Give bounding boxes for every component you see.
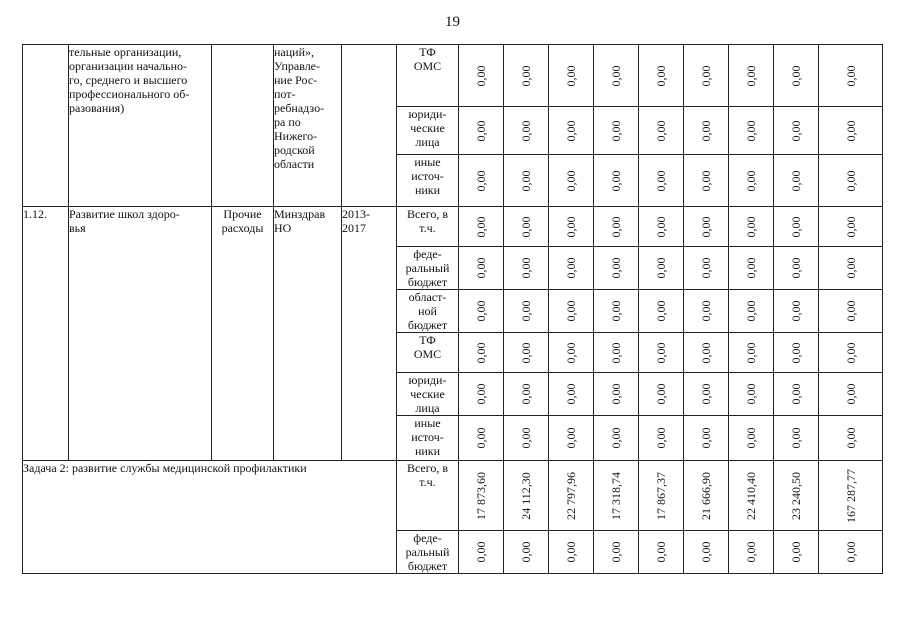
value-text: 0,00: [789, 257, 803, 279]
value-cell: [729, 531, 774, 574]
value-text: 0,00: [474, 383, 488, 405]
value-cell: [504, 333, 549, 373]
value-cell: [549, 531, 594, 574]
value-text: 0,00: [654, 300, 668, 322]
value-cell: [819, 461, 883, 531]
value-text: 0,00: [519, 427, 533, 449]
cell-line: разования): [69, 101, 125, 115]
value-text: 0,00: [843, 257, 858, 279]
value-text: 0,00: [564, 120, 578, 141]
value-cell: [459, 416, 504, 461]
value-text: 0,00: [609, 300, 623, 322]
value-cell: [774, 45, 819, 107]
funding-source: [397, 416, 459, 461]
cell-line: бюджет: [407, 559, 448, 573]
table-row: [23, 45, 883, 107]
value-cell: [639, 207, 684, 247]
value-cell: [819, 207, 883, 247]
value-text: 0,00: [843, 300, 858, 322]
value-cell: [504, 155, 549, 207]
value-text: 0,00: [789, 427, 803, 449]
cell-line: юриди-: [408, 107, 447, 121]
cell-line: 2017: [342, 221, 366, 235]
value-text: 0,00: [474, 216, 488, 237]
value-text: 21 666,90: [699, 471, 713, 520]
cell-line: области: [274, 157, 315, 171]
value-text: 0,00: [654, 65, 668, 86]
value-text: 0,00: [609, 383, 623, 405]
value-text: 0,00: [843, 170, 858, 191]
cell-line: Прочие: [223, 207, 262, 221]
cell-line: Управле-: [274, 59, 321, 73]
value-text: 0,00: [519, 170, 533, 191]
funding-source: [397, 107, 459, 155]
value-text: 0,00: [564, 342, 578, 363]
value-text: 0,00: [699, 257, 713, 279]
cell-line: НО: [274, 221, 292, 235]
measure-name: [69, 207, 212, 461]
measure-name: [69, 45, 212, 207]
cell-line: Всего, в: [406, 207, 449, 221]
funding-source: [397, 461, 459, 531]
value-cell: [549, 207, 594, 247]
cell-line: наций»,: [274, 45, 315, 59]
page-number: 19: [445, 14, 460, 30]
executor: [274, 207, 342, 461]
value-cell: [819, 416, 883, 461]
cell-line: Развитие школ здоро-: [69, 207, 180, 221]
cell-line: ребнадзо-: [274, 101, 325, 115]
cell-line: бюджет: [407, 275, 448, 289]
value-text: 0,00: [699, 300, 713, 322]
cell-line: иные: [414, 416, 441, 430]
item-number: [23, 207, 69, 461]
value-text: 0,00: [564, 300, 578, 322]
value-text: 0,00: [519, 342, 533, 363]
value-cell: [639, 416, 684, 461]
value-cell: [549, 373, 594, 416]
value-cell: [504, 416, 549, 461]
value-cell: [684, 416, 729, 461]
value-text: 0,00: [699, 216, 713, 237]
value-cell: [594, 373, 639, 416]
value-cell: [639, 247, 684, 290]
value-text: 0,00: [789, 216, 803, 237]
value-cell: [774, 107, 819, 155]
value-text: 0,00: [744, 65, 758, 86]
value-cell: [774, 207, 819, 247]
value-cell: [684, 333, 729, 373]
value-text: 0,00: [699, 170, 713, 191]
value-text: 0,00: [843, 383, 858, 405]
cell-line: лица: [415, 135, 440, 149]
value-cell: [594, 155, 639, 207]
value-cell: [819, 290, 883, 333]
value-text: 0,00: [789, 300, 803, 322]
value-cell: [729, 247, 774, 290]
value-cell: [729, 461, 774, 531]
value-text: 0,00: [744, 257, 758, 279]
value-text: 17 867,37: [654, 471, 668, 520]
value-cell: [684, 290, 729, 333]
value-text: 0,00: [744, 216, 758, 237]
value-text: 0,00: [744, 383, 758, 405]
row-number-cell: [23, 45, 69, 207]
period-cell: [342, 45, 397, 207]
value-text: 0,00: [474, 342, 488, 363]
value-cell: [819, 155, 883, 207]
cell-line: вья: [69, 221, 86, 235]
value-text: 0,00: [564, 383, 578, 405]
cell-line: лица: [415, 401, 440, 415]
cell-line: ческие: [410, 387, 445, 401]
cell-line: ной: [418, 304, 437, 318]
value-text: 0,00: [744, 120, 758, 141]
cell-line: источ-: [411, 430, 444, 444]
cell-line: Минздрав: [274, 207, 326, 221]
value-text: 0,00: [744, 300, 758, 322]
cell-line: т.ч.: [419, 221, 436, 235]
cell-line: 2013-: [342, 207, 370, 221]
table-row: [23, 207, 883, 247]
value-cell: [774, 461, 819, 531]
value-text: 0,00: [789, 65, 803, 86]
value-cell: [639, 45, 684, 107]
value-text: 0,00: [789, 120, 803, 141]
value-cell: [504, 373, 549, 416]
value-text: 0,00: [699, 65, 713, 86]
cell-line: ТФ: [419, 45, 436, 59]
value-cell: [684, 207, 729, 247]
value-cell: [729, 107, 774, 155]
value-text: 0,00: [699, 427, 713, 449]
value-cell: [774, 290, 819, 333]
value-text: 0,00: [654, 120, 668, 141]
value-text: 0,00: [564, 257, 578, 279]
value-text: 0,00: [609, 427, 623, 449]
funding-source: [397, 207, 459, 247]
value-cell: [639, 107, 684, 155]
value-cell: [594, 333, 639, 373]
value-cell: [684, 373, 729, 416]
value-cell: [684, 461, 729, 531]
cell-line: юриди-: [408, 373, 447, 387]
value-cell: [729, 45, 774, 107]
value-cell: [459, 290, 504, 333]
cell-line: ра по: [274, 115, 301, 129]
value-cell: [594, 107, 639, 155]
funding-source: [397, 247, 459, 290]
value-cell: [729, 333, 774, 373]
value-cell: [459, 461, 504, 531]
cell-line: иные: [414, 155, 441, 169]
value-text: 0,00: [654, 257, 668, 279]
cell-line: феде-: [413, 247, 442, 261]
cell-line: пот-: [274, 87, 296, 101]
value-cell: [819, 531, 883, 574]
item-number-text: 1.12.: [23, 207, 47, 221]
value-text: 22 797,96: [564, 471, 578, 520]
value-text: 22 410,40: [744, 471, 758, 520]
value-cell: [684, 247, 729, 290]
cell-line: тельные организации,: [69, 45, 182, 59]
value-cell: [774, 416, 819, 461]
executor: [274, 45, 342, 207]
value-cell: [729, 207, 774, 247]
value-text: 0,00: [609, 342, 623, 363]
value-cell: [639, 155, 684, 207]
value-text: 24 112,30: [519, 471, 533, 520]
funding-source: [397, 155, 459, 207]
value-text: 0,00: [843, 216, 858, 237]
cell-line: ческие: [410, 121, 445, 135]
cell-line: област-: [408, 290, 447, 304]
cell-line: источ-: [411, 169, 444, 183]
cell-line: Нижего-: [274, 129, 318, 143]
task-title: Задача 2: развитие службы медицинской профилактики: [23, 461, 397, 574]
value-text: 0,00: [519, 541, 533, 563]
value-cell: [774, 333, 819, 373]
value-text: 0,00: [519, 120, 533, 141]
value-text: 0,00: [474, 257, 488, 279]
cell-line: организации начально-: [69, 59, 188, 73]
funding-source: [397, 333, 459, 373]
value-text: 0,00: [564, 65, 578, 86]
value-cell: [504, 461, 549, 531]
value-cell: [639, 373, 684, 416]
value-text: 0,00: [564, 170, 578, 191]
value-cell: [549, 333, 594, 373]
cell-line: ральный: [405, 261, 450, 275]
cell-line: ники: [414, 444, 441, 458]
value-text: 0,00: [564, 216, 578, 237]
value-text: 0,00: [843, 65, 858, 86]
value-text: 0,00: [474, 120, 488, 141]
value-cell: [549, 290, 594, 333]
value-text: 0,00: [519, 300, 533, 322]
cell-line: феде-: [413, 531, 442, 545]
value-text: 0,00: [609, 65, 623, 86]
value-cell: [594, 416, 639, 461]
value-cell: [774, 531, 819, 574]
value-text: 17 873,60: [474, 471, 488, 520]
value-cell: [459, 155, 504, 207]
cell-line: т.ч.: [419, 475, 436, 489]
value-text: 0,00: [519, 257, 533, 279]
value-cell: [729, 290, 774, 333]
value-text: 0,00: [474, 170, 488, 191]
value-cell: [549, 461, 594, 531]
value-text: 0,00: [699, 342, 713, 363]
value-cell: [594, 531, 639, 574]
cell-line: бюджет: [407, 318, 448, 332]
value-cell: [459, 247, 504, 290]
value-text: 0,00: [519, 383, 533, 405]
value-text: 0,00: [519, 216, 533, 237]
value-text: 0,00: [609, 257, 623, 279]
value-cell: [459, 207, 504, 247]
value-cell: [594, 247, 639, 290]
table-body: [23, 45, 883, 574]
value-text: 0,00: [744, 170, 758, 191]
value-cell: [819, 333, 883, 373]
value-text: 0,00: [744, 541, 758, 563]
value-cell: [504, 207, 549, 247]
value-cell: [549, 416, 594, 461]
value-cell: [819, 247, 883, 290]
expense-type: [212, 207, 274, 461]
value-cell: [729, 416, 774, 461]
value-text: 0,00: [609, 216, 623, 237]
value-text: 0,00: [789, 541, 803, 563]
value-text: 0,00: [609, 170, 623, 191]
cell-line: ТФ: [419, 333, 436, 347]
value-cell: [504, 45, 549, 107]
cell-line: Всего, в: [406, 461, 449, 475]
value-cell: [819, 107, 883, 155]
value-text: 0,00: [474, 427, 488, 449]
value-cell: [459, 531, 504, 574]
value-text: 0,00: [699, 383, 713, 405]
value-cell: [594, 207, 639, 247]
value-cell: [594, 45, 639, 107]
value-cell: [549, 247, 594, 290]
cell-line: родской: [274, 143, 315, 157]
funding-source: [397, 531, 459, 574]
period: [342, 207, 397, 461]
value-cell: [549, 155, 594, 207]
value-text: 0,00: [744, 427, 758, 449]
cell-line: го, среднего и высшего: [69, 73, 188, 87]
value-text: 0,00: [654, 216, 668, 237]
value-text: 0,00: [474, 65, 488, 86]
funding-source: [397, 290, 459, 333]
value-text: 0,00: [843, 427, 858, 449]
value-cell: [504, 531, 549, 574]
expense-type-cell: [212, 45, 274, 207]
value-text: 0,00: [789, 342, 803, 363]
value-text: 0,00: [843, 541, 858, 563]
funding-source: [397, 373, 459, 416]
budget-table: [22, 44, 883, 574]
value-cell: [639, 333, 684, 373]
cell-line: расходы: [221, 221, 264, 235]
value-text: 0,00: [654, 427, 668, 449]
value-text: 0,00: [699, 541, 713, 563]
value-text: 17 318,74: [609, 471, 623, 520]
value-cell: [639, 531, 684, 574]
value-text: 0,00: [699, 120, 713, 141]
value-cell: [684, 107, 729, 155]
value-cell: [684, 155, 729, 207]
value-cell: [684, 45, 729, 107]
value-cell: [594, 461, 639, 531]
value-cell: [639, 290, 684, 333]
cell-line: ральный: [405, 545, 450, 559]
value-cell: [819, 373, 883, 416]
value-text: 0,00: [789, 383, 803, 405]
value-text: 0,00: [564, 427, 578, 449]
value-cell: [639, 461, 684, 531]
value-cell: [459, 333, 504, 373]
value-text: 167 287,77: [843, 468, 858, 523]
value-cell: [819, 45, 883, 107]
value-cell: [594, 290, 639, 333]
value-cell: [774, 247, 819, 290]
cell-line: ники: [414, 183, 441, 197]
cell-line: ние Рос-: [274, 73, 318, 87]
value-cell: [504, 107, 549, 155]
funding-source: [397, 45, 459, 107]
value-text: 0,00: [609, 120, 623, 141]
value-cell: [684, 531, 729, 574]
value-cell: [459, 45, 504, 107]
value-text: 0,00: [474, 300, 488, 322]
value-text: 23 240,50: [789, 471, 803, 520]
value-cell: [774, 155, 819, 207]
value-text: 0,00: [519, 65, 533, 86]
value-cell: [729, 373, 774, 416]
value-cell: [774, 373, 819, 416]
value-cell: [459, 107, 504, 155]
cell-line: профессионального об-: [69, 87, 190, 101]
value-text: 0,00: [843, 342, 858, 363]
table-row: [23, 461, 883, 531]
value-text: 0,00: [654, 170, 668, 191]
value-text: 0,00: [789, 170, 803, 191]
value-cell: [504, 247, 549, 290]
value-text: 0,00: [474, 541, 488, 563]
value-cell: [729, 155, 774, 207]
value-text: 0,00: [744, 342, 758, 363]
value-text: 0,00: [654, 541, 668, 563]
value-cell: [549, 107, 594, 155]
value-cell: [504, 290, 549, 333]
value-text: 0,00: [843, 120, 858, 141]
value-text: 0,00: [564, 541, 578, 563]
value-text: 0,00: [654, 342, 668, 363]
value-text: 0,00: [609, 541, 623, 563]
cell-line: ОМС: [413, 59, 442, 73]
value-cell: [459, 373, 504, 416]
value-text: 0,00: [654, 383, 668, 405]
value-cell: [549, 45, 594, 107]
cell-line: ОМС: [413, 347, 442, 361]
